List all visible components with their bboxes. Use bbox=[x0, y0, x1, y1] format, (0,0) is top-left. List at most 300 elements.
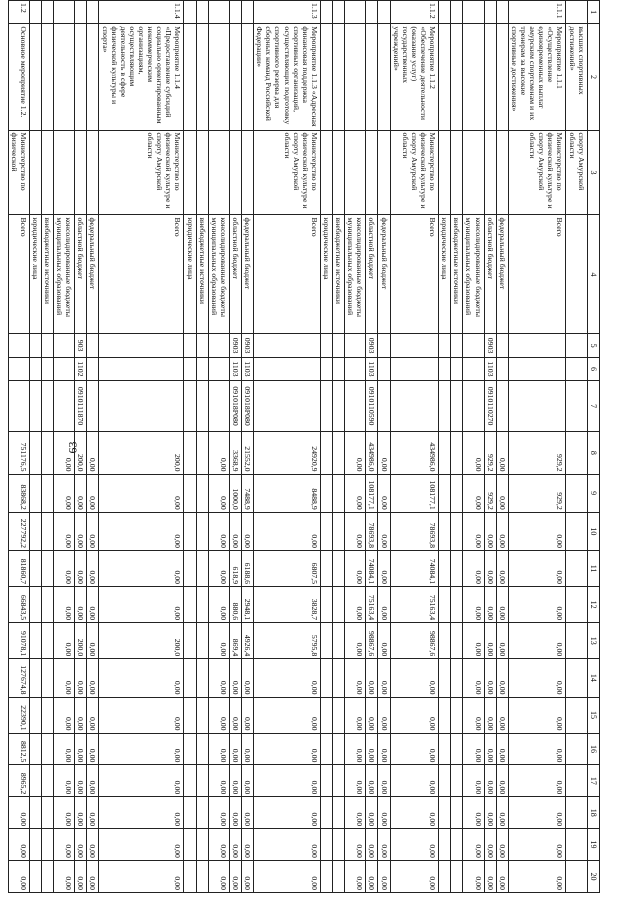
table-cell-col-1: 1.1.2 bbox=[390, 1, 439, 24]
table-cell-col-14: 0,00 bbox=[378, 659, 390, 697]
table-cell-col-6: 1103 bbox=[484, 357, 496, 380]
table-cell-col-1 bbox=[87, 1, 99, 24]
table-cell-col-12: 0,00 bbox=[208, 587, 229, 623]
table-cell-col-5 bbox=[184, 334, 196, 357]
table-cell-col-8: 929,2 bbox=[508, 432, 566, 474]
table-cell-col-7 bbox=[320, 381, 332, 432]
column-number: 6 bbox=[587, 357, 599, 380]
table-cell-col-9: 0,00 bbox=[87, 474, 99, 512]
table-cell-col-8: 929,2 bbox=[484, 432, 496, 474]
table-cell-col-11 bbox=[566, 551, 587, 587]
table-cell-col-16: 8812,5 bbox=[8, 733, 29, 765]
table-cell-col-1 bbox=[333, 1, 345, 24]
column-number: 18 bbox=[587, 797, 599, 829]
table-cell-col-12: 66843,5 bbox=[8, 587, 29, 623]
table-cell-col-9: 1000,0 bbox=[229, 474, 241, 512]
table-cell-col-18 bbox=[451, 797, 463, 829]
table-cell-col-7 bbox=[196, 381, 208, 432]
table-cell-col-2 bbox=[320, 24, 332, 130]
table-cell-col-10: 227792,2 bbox=[8, 512, 29, 550]
table-cell-col-9 bbox=[566, 474, 587, 512]
table-cell-col-8: 0,00 bbox=[496, 432, 508, 474]
table-cell-col-7 bbox=[99, 381, 184, 432]
table-cell-col-11: 0,00 bbox=[208, 551, 229, 587]
table-cell-col-15 bbox=[196, 697, 208, 733]
table-cell-col-12: 0,00 bbox=[99, 587, 184, 623]
table-cell-col-11 bbox=[451, 551, 463, 587]
table-cell-col-7 bbox=[439, 381, 451, 432]
table-cell-col-7: 091018Р080 bbox=[229, 381, 241, 432]
table-cell-col-9: 7488,9 bbox=[242, 474, 254, 512]
table-cell-col-20: 0,00 bbox=[75, 860, 87, 892]
table-cell-col-17: 0,00 bbox=[378, 765, 390, 797]
table-cell-col-11: 0,00 bbox=[87, 551, 99, 587]
table-cell-col-16: 0,00 bbox=[87, 733, 99, 765]
table-cell-col-20 bbox=[196, 860, 208, 892]
table-cell-col-7 bbox=[378, 381, 390, 432]
table-cell-col-4: юридические лица bbox=[320, 215, 332, 334]
table-row bbox=[390, 1, 439, 893]
table-cell-col-20: 0,00 bbox=[496, 860, 508, 892]
table-row bbox=[484, 1, 496, 893]
table-cell-col-12 bbox=[439, 587, 451, 623]
table-cell-col-9: 0,00 bbox=[75, 474, 87, 512]
table-cell-col-16 bbox=[41, 733, 53, 765]
table-cell-col-9: 0,00 bbox=[54, 474, 75, 512]
column-number: 1 bbox=[587, 1, 599, 24]
table-cell-col-2 bbox=[345, 24, 366, 130]
table-cell-col-2: Мероприятие 1.1.1 «Осуществление единовременных выплат амурским спортсменам и их тренерам за высокие спортивные достижения» bbox=[508, 24, 566, 130]
table-cell-col-10: 0,00 bbox=[242, 512, 254, 550]
table-cell-col-10: 78693,8 bbox=[390, 512, 439, 550]
table-row bbox=[463, 1, 484, 893]
table-row bbox=[451, 1, 463, 893]
table-cell-col-5: 903 bbox=[75, 334, 87, 357]
table-cell-col-1 bbox=[208, 1, 229, 24]
table-cell-col-13: 200,0 bbox=[75, 623, 87, 659]
table-cell-col-19: 0,00 bbox=[87, 829, 99, 861]
table-cell-col-11: 81860,7 bbox=[8, 551, 29, 587]
table-cell-col-3 bbox=[345, 130, 366, 215]
table-cell-col-13: 98867,6 bbox=[366, 623, 378, 659]
table-cell-col-20 bbox=[566, 860, 587, 892]
table-row bbox=[345, 1, 366, 893]
table-cell-col-3 bbox=[29, 130, 41, 215]
table-cell-col-19 bbox=[41, 829, 53, 861]
table-row bbox=[196, 1, 208, 893]
table-row bbox=[378, 1, 390, 893]
table-cell-col-11 bbox=[320, 551, 332, 587]
table-cell-col-12: 0,00 bbox=[508, 587, 566, 623]
table-cell-col-4: юридические лица bbox=[29, 215, 41, 334]
table-cell-col-19 bbox=[451, 829, 463, 861]
table-cell-col-7: 091018Р080 bbox=[242, 381, 254, 432]
table-cell-col-14: 0,00 bbox=[242, 659, 254, 697]
table-cell-col-2: Основное мероприятие 1.2. bbox=[8, 24, 29, 130]
table-cell-col-2 bbox=[484, 24, 496, 130]
table-cell-col-18: 0,00 bbox=[378, 797, 390, 829]
table-cell-col-15: 0,00 bbox=[508, 697, 566, 733]
table-cell-col-17 bbox=[333, 765, 345, 797]
table-cell-col-14: 0,00 bbox=[254, 659, 321, 697]
table-cell-col-9 bbox=[333, 474, 345, 512]
table-cell-col-8: 3368,9 bbox=[229, 432, 241, 474]
table-cell-col-10: 0,00 bbox=[75, 512, 87, 550]
table-cell-col-8 bbox=[566, 432, 587, 474]
table-cell-col-12: 0,00 bbox=[87, 587, 99, 623]
column-number: 3 bbox=[587, 130, 599, 215]
table-cell-col-5 bbox=[566, 334, 587, 357]
table-cell-col-10: 0,00 bbox=[99, 512, 184, 550]
table-row bbox=[320, 1, 332, 893]
table-cell-col-11 bbox=[29, 551, 41, 587]
table-cell-col-17: 0,00 bbox=[242, 765, 254, 797]
table-row bbox=[242, 1, 254, 893]
table-cell-col-2 bbox=[242, 24, 254, 130]
table-cell-col-5 bbox=[378, 334, 390, 357]
table-cell-col-6 bbox=[508, 357, 566, 380]
table-cell-col-8 bbox=[451, 432, 463, 474]
table-cell-col-14 bbox=[196, 659, 208, 697]
table-cell-col-9 bbox=[196, 474, 208, 512]
table-cell-col-12: 0,00 bbox=[54, 587, 75, 623]
table-cell-col-1 bbox=[496, 1, 508, 24]
table-cell-col-2 bbox=[75, 24, 87, 130]
table-cell-col-1 bbox=[75, 1, 87, 24]
table-cell-col-7 bbox=[41, 381, 53, 432]
table-cell-col-14: 0,00 bbox=[75, 659, 87, 697]
column-number: 14 bbox=[587, 659, 599, 697]
table-cell-col-11: 0,00 bbox=[75, 551, 87, 587]
table-cell-col-18 bbox=[320, 797, 332, 829]
table-cell-col-10: 0,00 bbox=[208, 512, 229, 550]
table-cell-col-16: 0,00 bbox=[378, 733, 390, 765]
table-row bbox=[508, 1, 566, 893]
column-number: 8 bbox=[587, 432, 599, 474]
table-cell-col-9: 108177,1 bbox=[390, 474, 439, 512]
table-cell-col-9 bbox=[184, 474, 196, 512]
table-cell-col-5 bbox=[29, 334, 41, 357]
table-cell-col-4: консолидированные бюджеты муниципальных образований bbox=[54, 215, 75, 334]
table-cell-col-9 bbox=[41, 474, 53, 512]
table-cell-col-11 bbox=[333, 551, 345, 587]
table-cell-col-9: 8488,9 bbox=[254, 474, 321, 512]
table-cell-col-4: областной бюджет bbox=[484, 215, 496, 334]
table-cell-col-7 bbox=[463, 381, 484, 432]
table-cell-col-16 bbox=[333, 733, 345, 765]
table-cell-col-13: 869,4 bbox=[229, 623, 241, 659]
table-cell-col-15 bbox=[41, 697, 53, 733]
table-cell-col-8 bbox=[41, 432, 53, 474]
table-cell-col-12 bbox=[29, 587, 41, 623]
table-cell-col-13 bbox=[196, 623, 208, 659]
column-number: 15 bbox=[587, 697, 599, 733]
table-cell-col-17 bbox=[439, 765, 451, 797]
table-cell-col-7 bbox=[508, 381, 566, 432]
table-cell-col-18 bbox=[29, 797, 41, 829]
table-cell-col-19: 0,00 bbox=[208, 829, 229, 861]
table-cell-col-1 bbox=[41, 1, 53, 24]
table-cell-col-4: внебюджетные источники bbox=[41, 215, 53, 334]
table-cell-col-9: 0,00 bbox=[378, 474, 390, 512]
column-number: 12 bbox=[587, 587, 599, 623]
table-cell-col-14: 0,00 bbox=[99, 659, 184, 697]
table-cell-col-6 bbox=[390, 357, 439, 380]
table-cell-col-10: 0,00 bbox=[484, 512, 496, 550]
table-row bbox=[366, 1, 378, 893]
table-cell-col-18: 0,00 bbox=[75, 797, 87, 829]
table-cell-col-2 bbox=[41, 24, 53, 130]
table-cell-col-16: 0,00 bbox=[463, 733, 484, 765]
table-cell-col-1 bbox=[378, 1, 390, 24]
table-cell-col-11: 0,00 bbox=[54, 551, 75, 587]
table-cell-col-8: 24920,9 bbox=[254, 432, 321, 474]
table-cell-col-6 bbox=[345, 357, 366, 380]
table-cell-col-8: 0,00 bbox=[208, 432, 229, 474]
table-cell-col-13: 0,00 bbox=[508, 623, 566, 659]
table-cell-col-6 bbox=[378, 357, 390, 380]
table-cell-col-11 bbox=[439, 551, 451, 587]
table-cell-col-6 bbox=[566, 357, 587, 380]
table-cell-col-13 bbox=[566, 623, 587, 659]
table-cell-col-11: 74084,1 bbox=[366, 551, 378, 587]
table-row bbox=[229, 1, 241, 893]
table-cell-col-11: 0,00 bbox=[508, 551, 566, 587]
table-cell-col-7 bbox=[29, 381, 41, 432]
table-cell-col-2 bbox=[451, 24, 463, 130]
table-cell-col-1: 1.1.1 bbox=[508, 1, 566, 24]
table-cell-col-6 bbox=[451, 357, 463, 380]
table-cell-col-6 bbox=[496, 357, 508, 380]
table-cell-col-14 bbox=[184, 659, 196, 697]
table-cell-col-7 bbox=[254, 381, 321, 432]
column-number: 5 bbox=[587, 334, 599, 357]
table-cell-col-10: 0,00 bbox=[378, 512, 390, 550]
table-cell-col-15: 0,00 bbox=[229, 697, 241, 733]
table-cell-col-11 bbox=[196, 551, 208, 587]
table-cell-col-12: 0,00 bbox=[345, 587, 366, 623]
table-cell-col-17: 0,00 bbox=[345, 765, 366, 797]
table-cell-col-10: 0,00 bbox=[345, 512, 366, 550]
table-cell-col-16: 0,00 bbox=[54, 733, 75, 765]
table-cell-col-15 bbox=[451, 697, 463, 733]
table-cell-col-12 bbox=[196, 587, 208, 623]
table-cell-col-16 bbox=[566, 733, 587, 765]
table-cell-col-4: консолидированные бюджеты муниципальных образований bbox=[345, 215, 366, 334]
table-cell-col-8: 751176,5 bbox=[8, 432, 29, 474]
table-cell-col-16 bbox=[451, 733, 463, 765]
table-cell-col-4: юридические лица bbox=[439, 215, 451, 334]
table-cell-col-15 bbox=[566, 697, 587, 733]
table-cell-col-17: 0,00 bbox=[208, 765, 229, 797]
table-cell-col-15: 0,00 bbox=[366, 697, 378, 733]
table-cell-col-14: 0,00 bbox=[229, 659, 241, 697]
table-cell-col-14 bbox=[451, 659, 463, 697]
table-cell-col-13 bbox=[29, 623, 41, 659]
table-cell-col-19 bbox=[184, 829, 196, 861]
table-cell-col-17: 0,00 bbox=[87, 765, 99, 797]
table-cell-col-14 bbox=[320, 659, 332, 697]
table-cell-col-12 bbox=[320, 587, 332, 623]
table-cell-col-20: 0,00 bbox=[242, 860, 254, 892]
table-cell-col-3 bbox=[463, 130, 484, 215]
table-cell-col-1: 1.2 bbox=[8, 1, 29, 24]
table-row bbox=[254, 1, 321, 893]
table-cell-col-2 bbox=[333, 24, 345, 130]
table-cell-col-12: 0,00 bbox=[484, 587, 496, 623]
table-cell-col-16: 0,00 bbox=[254, 733, 321, 765]
table-cell-col-19: 0,00 bbox=[378, 829, 390, 861]
table-cell-col-4: областной бюджет bbox=[229, 215, 241, 334]
table-cell-col-6 bbox=[196, 357, 208, 380]
table-cell-col-20: 0,00 bbox=[378, 860, 390, 892]
table-cell-col-5 bbox=[463, 334, 484, 357]
table-cell-col-2 bbox=[29, 24, 41, 130]
table-cell-col-3: Министерство по физической культуре и спорту Амурской области bbox=[99, 130, 184, 215]
table-cell-col-20: 0,00 bbox=[484, 860, 496, 892]
table-cell-col-5 bbox=[439, 334, 451, 357]
table-cell-col-12: 3828,7 bbox=[254, 587, 321, 623]
table-cell-col-18: 0,00 bbox=[54, 797, 75, 829]
table-cell-col-14: 0,00 bbox=[496, 659, 508, 697]
table-row bbox=[184, 1, 196, 893]
table-cell-col-15: 0,00 bbox=[390, 697, 439, 733]
column-number: 20 bbox=[587, 860, 599, 892]
table-cell-col-9: 0,00 bbox=[345, 474, 366, 512]
table-cell-col-9: 83868,2 bbox=[8, 474, 29, 512]
column-number: 16 bbox=[587, 733, 599, 765]
table-row bbox=[208, 1, 229, 893]
table-cell-col-18: 0,00 bbox=[254, 797, 321, 829]
table-cell-col-9: 929,2 bbox=[484, 474, 496, 512]
table-cell-col-20: 0,00 bbox=[366, 860, 378, 892]
table-cell-col-3 bbox=[184, 130, 196, 215]
table-cell-col-6: 1103 bbox=[229, 357, 241, 380]
table-cell-col-5 bbox=[333, 334, 345, 357]
table-cell-col-19: 0,00 bbox=[75, 829, 87, 861]
table-cell-col-17 bbox=[196, 765, 208, 797]
table-cell-col-19: 0,00 bbox=[54, 829, 75, 861]
table-cell-col-13: 0,00 bbox=[87, 623, 99, 659]
table-cell-col-18: 0,00 bbox=[390, 797, 439, 829]
table-cell-col-15 bbox=[320, 697, 332, 733]
table-cell-col-12 bbox=[41, 587, 53, 623]
column-number: 2 bbox=[587, 24, 599, 130]
table-cell-col-16: 0,00 bbox=[99, 733, 184, 765]
table-cell-col-16 bbox=[439, 733, 451, 765]
table-cell-col-14: 0,00 bbox=[390, 659, 439, 697]
table-cell-col-16: 0,00 bbox=[484, 733, 496, 765]
table-cell-col-12: 0,00 bbox=[496, 587, 508, 623]
table-cell-col-14 bbox=[41, 659, 53, 697]
table-cell-col-17: 0,00 bbox=[99, 765, 184, 797]
column-number: 11 bbox=[587, 551, 599, 587]
table-cell-col-13 bbox=[439, 623, 451, 659]
table-cell-col-20: 0,00 bbox=[463, 860, 484, 892]
table-cell-col-13 bbox=[184, 623, 196, 659]
table-cell-col-15 bbox=[439, 697, 451, 733]
table-cell-col-12 bbox=[184, 587, 196, 623]
table-cell-col-14: 0,00 bbox=[366, 659, 378, 697]
table-cell-col-7: 0910110270 bbox=[484, 381, 496, 432]
table-cell-col-7 bbox=[451, 381, 463, 432]
table-row bbox=[29, 1, 41, 893]
column-number: 17 bbox=[587, 765, 599, 797]
table-cell-col-2 bbox=[439, 24, 451, 130]
table-cell-col-18: 0,00 bbox=[366, 797, 378, 829]
table-cell-col-6: 1103 bbox=[242, 357, 254, 380]
table-cell-col-5 bbox=[390, 334, 439, 357]
table-cell-col-8: 0,00 bbox=[345, 432, 366, 474]
table-cell-col-11: 74084,1 bbox=[390, 551, 439, 587]
table-cell-col-12: 0,00 bbox=[463, 587, 484, 623]
table-cell-col-7 bbox=[333, 381, 345, 432]
table-cell-col-8: 21552,0 bbox=[242, 432, 254, 474]
table-cell-col-20 bbox=[439, 860, 451, 892]
table-cell-col-19 bbox=[439, 829, 451, 861]
table-cell-col-13 bbox=[333, 623, 345, 659]
table-cell-col-6 bbox=[99, 357, 184, 380]
table-cell-col-18: 0,00 bbox=[99, 797, 184, 829]
table-cell-col-8: 434986,0 bbox=[390, 432, 439, 474]
table-cell-col-2 bbox=[54, 24, 75, 130]
table-cell-col-3 bbox=[378, 130, 390, 215]
table-cell-col-13 bbox=[451, 623, 463, 659]
table-cell-col-13 bbox=[320, 623, 332, 659]
table-cell-col-14: 0,00 bbox=[345, 659, 366, 697]
table-cell-col-3 bbox=[366, 130, 378, 215]
table-cell-col-4: федеральный бюджет bbox=[496, 215, 508, 334]
table-cell-col-17: 0,00 bbox=[366, 765, 378, 797]
table-cell-col-4: внебюджетные источники bbox=[451, 215, 463, 334]
table-cell-col-16: 0,00 bbox=[208, 733, 229, 765]
table-cell-col-6 bbox=[41, 357, 53, 380]
column-number: 13 bbox=[587, 623, 599, 659]
table-cell-col-4: федеральный бюджет bbox=[242, 215, 254, 334]
table-cell-col-5 bbox=[345, 334, 366, 357]
table-row bbox=[566, 1, 587, 893]
table-cell-col-8: 0,00 bbox=[54, 432, 75, 474]
table-cell-col-4: внебюджетные источники bbox=[196, 215, 208, 334]
table-cell-col-3 bbox=[208, 130, 229, 215]
table-cell-col-15: 0,00 bbox=[254, 697, 321, 733]
table-cell-col-20: 0,00 bbox=[254, 860, 321, 892]
table-cell-col-6 bbox=[54, 357, 75, 380]
table-cell-col-4: областной бюджет bbox=[75, 215, 87, 334]
table-cell-col-18: 0,00 bbox=[87, 797, 99, 829]
table-cell-col-14: 0,00 bbox=[508, 659, 566, 697]
table-cell-col-18: 0,00 bbox=[463, 797, 484, 829]
table-cell-col-8 bbox=[29, 432, 41, 474]
table-cell-col-20 bbox=[41, 860, 53, 892]
table-cell-col-2: высших спортивных достижений» bbox=[566, 24, 587, 130]
table-cell-col-10 bbox=[320, 512, 332, 550]
table-cell-col-20: 0,00 bbox=[229, 860, 241, 892]
table-cell-col-1: 1.1.4 bbox=[99, 1, 184, 24]
table-cell-col-1 bbox=[320, 1, 332, 24]
table-cell-col-6 bbox=[8, 357, 29, 380]
table-cell-col-1 bbox=[463, 1, 484, 24]
table-cell-col-5 bbox=[54, 334, 75, 357]
table-cell-col-12 bbox=[566, 587, 587, 623]
table-cell-col-5 bbox=[320, 334, 332, 357]
table-cell-col-2 bbox=[208, 24, 229, 130]
table-cell-col-13: 5795,8 bbox=[254, 623, 321, 659]
table-cell-col-13 bbox=[41, 623, 53, 659]
table-cell-col-2 bbox=[378, 24, 390, 130]
table-cell-col-19: 0,00 bbox=[99, 829, 184, 861]
table-cell-col-13: 0,00 bbox=[345, 623, 366, 659]
